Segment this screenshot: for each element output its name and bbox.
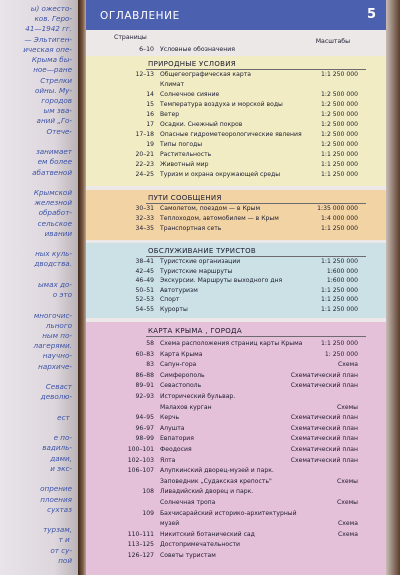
entry-scale: 1:1 250 000 [321, 296, 358, 303]
entry-title: Севастополь [160, 382, 202, 390]
page-range: 32–33 [135, 215, 154, 222]
page-range: 100–101 [127, 446, 154, 453]
entry-scale: Схематический план [290, 435, 358, 443]
page-range: 109 [142, 509, 154, 517]
entry-title: Симферополь [160, 371, 205, 379]
entry-scale: 1:600 000 [326, 267, 358, 275]
entry-scale: 1:2 500 000 [321, 131, 358, 138]
entry-title: Алупкинский дворец-музей и парк. [160, 467, 274, 475]
page-range: 102–103 [127, 456, 154, 464]
section-divider [146, 336, 366, 337]
entry-title: Ливадийский дворец и парк. [160, 488, 254, 496]
entry-title: Растительность [160, 151, 212, 158]
page-range: 92–93 [135, 393, 154, 400]
entry-scale: Схемы [336, 477, 358, 485]
entry-title: музей [160, 520, 180, 528]
entry-title: Карта Крыма [160, 350, 203, 358]
entry-title: Никитский ботанический сад [160, 530, 255, 538]
entry-title: Солнечная тропа [160, 499, 216, 506]
entry-title: Осадки. Снежный покров [160, 121, 243, 128]
entry-scale: 1: 250 000 [324, 350, 358, 358]
page-range: 17–18 [135, 131, 154, 138]
entry-title: Экскурсии. Маршруты выходного дня [160, 277, 283, 284]
page-title: ОГЛАВЛЕНИЕ [100, 10, 180, 22]
entry-title: Исторический бульвар. [160, 393, 236, 400]
entry-scale: Схематический план [290, 371, 358, 379]
entry-scale: 1:1 250 000 [321, 258, 358, 265]
entry-title: Самолетом, поездом — в Крым [160, 205, 261, 212]
entry-title: Туризм и охрана окружающей среды [160, 171, 281, 178]
entry-title: Сапун-гора [160, 361, 197, 369]
entry-title: Керчь [160, 414, 180, 422]
entry-title: Теплоходом, автомобилем — в Крым [160, 215, 279, 222]
entry-scale: 1:2 500 000 [321, 101, 358, 108]
entry-scale: Схематический план [290, 382, 358, 390]
entry-scale: Схематический план [290, 456, 358, 464]
pages-column-header: Страницы [114, 34, 147, 41]
page-range: 52–53 [135, 296, 154, 303]
entry-title: Солнечное сияние [160, 91, 220, 98]
entry-title: Типы погоды [160, 141, 203, 148]
page-range: 15 [146, 101, 154, 108]
page-header [86, 0, 386, 30]
entry-title: Советы туристам [160, 552, 216, 559]
book-gutter [78, 0, 86, 575]
contents-page [86, 0, 386, 575]
entry-title: Опасные гидрометеорологические явления [160, 131, 302, 138]
entry-title: Заповедник „Судакская крепость" [160, 477, 272, 485]
entry-title: Туристские маршруты [160, 267, 233, 275]
page-range: 126–127 [127, 552, 154, 559]
entry-scale: Схематический план [290, 414, 358, 422]
entry-scale: 1:1 250 000 [321, 171, 358, 178]
entry-title: Спорт [160, 296, 180, 303]
entry-scale: Схема [338, 530, 358, 538]
page-range: 106–107 [127, 467, 154, 475]
page-range: 83 [146, 361, 154, 369]
section-title: КАРТА КРЫМА , ГОРОДА [148, 327, 242, 335]
page-range: 98–99 [135, 435, 154, 443]
page-range: 86–88 [135, 371, 154, 379]
entry-scale: 1:1 250 000 [321, 305, 358, 313]
intro-name: Условные обозначения [160, 46, 236, 53]
page-range: 19 [146, 141, 154, 148]
page-range: 22–23 [135, 161, 154, 168]
entry-title: Температура воздуха и морской воды [160, 101, 283, 108]
section-title: ОБСЛУЖИВАНИЕ ТУРИСТОВ [148, 247, 257, 255]
entry-scale: Схема [338, 520, 358, 528]
entry-title: Ялта [160, 456, 176, 464]
page-range: 14 [146, 91, 154, 98]
entry-scale: 1:2 500 000 [321, 121, 358, 128]
entry-scale: Схемы [336, 403, 358, 411]
page-number: 5 [366, 7, 376, 22]
intro-row [86, 46, 386, 56]
entry-title: Животный мир [160, 161, 209, 168]
entry-title: Бахчисарайский историко-архитектурный [160, 509, 297, 517]
section-crimea-map-cities [86, 322, 386, 575]
entry-title: Евпатория [160, 435, 194, 443]
entry-scale: 1:1 250 000 [321, 286, 358, 294]
entry-title: Туристские организации [160, 258, 241, 265]
page-range: 24–25 [135, 171, 154, 178]
section-natural-conditions [86, 56, 386, 186]
left-page [0, 0, 78, 575]
entry-scale: 1:2 500 000 [321, 141, 358, 148]
page-range: 17 [146, 121, 154, 128]
page-range: 89–91 [135, 382, 154, 390]
section-transport [86, 190, 386, 240]
entry-scale: Схема [338, 361, 358, 369]
page-range: 20–21 [135, 151, 154, 158]
page-range: 108 [142, 488, 154, 496]
page-range: 16 [146, 111, 154, 118]
entry-title: Феодосия [160, 446, 192, 453]
page-range: 58 [146, 340, 154, 347]
section-divider [146, 256, 366, 257]
page-range: 50–51 [135, 286, 154, 294]
section-tourist-services [86, 243, 386, 318]
section-divider [146, 69, 366, 70]
entry-scale: 1:1 250 000 [321, 71, 358, 78]
entry-scale: Схематический план [290, 446, 358, 453]
page-range: 94–95 [135, 414, 154, 422]
entry-title: Климат [160, 81, 185, 88]
page-range: 34–35 [135, 225, 154, 232]
left-page-text: ы) ожесто- ков. Геро- 41—1942 гг. — Эльтиген- ическая опе- Крыма бы- ное—ране Стрелки ойны. Му- городов ым зва- аний „Го- Отече- занимает ем более абатвеной Крымской железной обработ- сельское ивании ных куль- дводства. ымах до- о это многочис- льного ным по- лагерями. научно- нархиче- Севаст деволю- ест е по- вадиль- дами, и экс- опрение плоения сухтаз турзам, т и от су- пой [23, 4, 72, 565]
page-range: 113–125 [127, 541, 154, 549]
entry-scale: 1:1 250 000 [321, 161, 358, 168]
entry-scale: Схемы [336, 499, 358, 506]
page-range: 46–49 [135, 277, 154, 284]
entry-scale: 1:600 000 [326, 277, 358, 284]
entry-scale: 1:1 250 000 [321, 151, 358, 158]
entry-title: Схема расположения страниц карты Крыма [160, 340, 303, 347]
book-edge [386, 0, 400, 575]
entry-title: Достопримечательности [160, 541, 240, 549]
entry-title: Алушта [160, 424, 185, 432]
intro-pages: 6–10 [139, 46, 154, 53]
page-range: 60–83 [135, 350, 154, 358]
page-range: 12–13 [135, 71, 154, 78]
section-title: ПУТИ СООБЩЕНИЯ [148, 194, 222, 202]
entry-title: Автотуризм [160, 286, 198, 294]
section-title: ПРИРОДНЫЕ УСЛОВИЯ [148, 60, 236, 68]
page-range: 30–31 [135, 205, 154, 212]
entry-scale: 1:2 500 000 [321, 111, 358, 118]
entry-scale: Схематический план [290, 424, 358, 432]
entry-title: Транспортная сеть [160, 225, 222, 232]
entry-title: Ветер [160, 111, 180, 118]
page-range: 38–41 [135, 258, 154, 265]
entry-scale: 1:35 000 000 [317, 205, 358, 212]
entry-scale: 1:4 000 000 [321, 215, 358, 222]
entry-title: Общегеографическая карта [160, 71, 251, 78]
page-range: 54–55 [135, 305, 154, 313]
page-range: 96–97 [135, 424, 154, 432]
entry-scale: 1:2 500 000 [321, 91, 358, 98]
page-range: 110–111 [127, 530, 154, 538]
entry-scale: 1:1 250 000 [321, 340, 358, 347]
entry-title: Курорты [160, 305, 188, 313]
entry-title: Малахов курган [160, 403, 212, 411]
entry-scale: 1:1 250 000 [321, 225, 358, 232]
page-range: 42–45 [135, 267, 154, 275]
section-divider [146, 203, 366, 204]
scale-column-header: Масштабы [315, 38, 350, 45]
